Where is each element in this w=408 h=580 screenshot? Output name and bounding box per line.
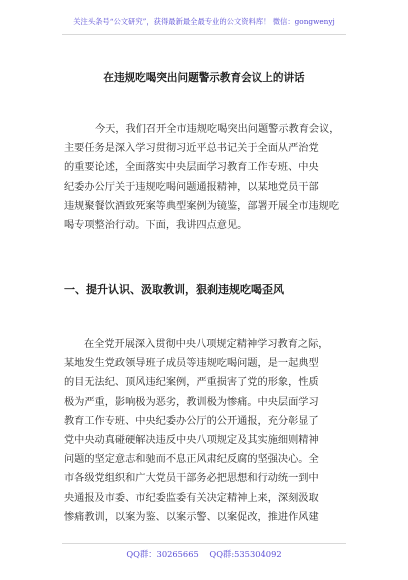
paragraph-line: 在全党开展深入贯彻中央八项规定精神学习教育之际， xyxy=(84,339,329,350)
header-promo: 关注头条号“公文研究”，获得最新最全最专业的公文资料库！ 微信：gongwenyj xyxy=(73,17,335,26)
paragraph-line: 惨痛教训，以案为鉴、以案示警、以案促改，推进作风建 xyxy=(64,511,319,523)
paragraph-line: 的目无法纪、顶风违纪案例，严重损害了党的形象，性质 xyxy=(64,377,319,389)
paragraph-line: 主要任务是深入学习贯彻习近平总书记关于全面从严治党 xyxy=(64,143,319,155)
footer-qq-group-1: QQ群：30265665 xyxy=(126,549,199,559)
section-heading: 一、提升认识、汲取教训，狠刹违规吃喝歪风 xyxy=(64,283,284,296)
paragraph-line: 市各级党组织和广大党员干部务必把思想和行动统一到中 xyxy=(64,473,319,485)
paragraph-line: 违规聚餐饮酒致死案等典型案例为镜鉴，部署开展全市违规吃 xyxy=(64,200,340,212)
document-title: 在违规吃喝突出问题警示教育会议上的讲话 xyxy=(103,72,305,84)
paragraph-line: 教育工作专班、中央纪委办公厅的公开通报，充分彰显了 xyxy=(64,415,319,427)
paragraph-line: 央通报及市委、市纪委监委有关决定精神上来，深刻汲取 xyxy=(64,492,319,504)
section-paragraph xyxy=(64,335,345,527)
footer-divider xyxy=(62,543,346,544)
paragraph-line: 极为严重，影响极为恶劣，教训极为惨痛。中央层面学习 xyxy=(64,396,319,408)
footer xyxy=(0,549,408,560)
paragraph-line: 喝专项整治行动。下面，我讲四点意见。 xyxy=(64,220,248,232)
paragraph-line: 某地发生党政领导班子成员等违规吃喝问题，是一起典型 xyxy=(64,358,319,370)
intro-paragraph xyxy=(64,120,345,235)
paragraph-line: 的重要论述，全面落实中央层面学习教育工作专班、中央 xyxy=(64,162,319,174)
footer-qq-group-2: QQ群:535304092 xyxy=(209,549,282,559)
paragraph-line: 今天，我们召开全市违规吃喝突出问题警示教育会议， xyxy=(95,124,340,135)
paragraph-line: 纪委办公厅关于违规吃喝问题通报精神，以某地党员干部 xyxy=(64,181,319,193)
header-divider xyxy=(62,34,346,35)
paragraph-line: 党中央动真碰硬解决违反中央八项规定及其实施细则精神 xyxy=(64,435,319,447)
paragraph-line: 问题的坚定意志和驰而不息正风肃纪反腐的坚强决心。全 xyxy=(64,454,319,466)
